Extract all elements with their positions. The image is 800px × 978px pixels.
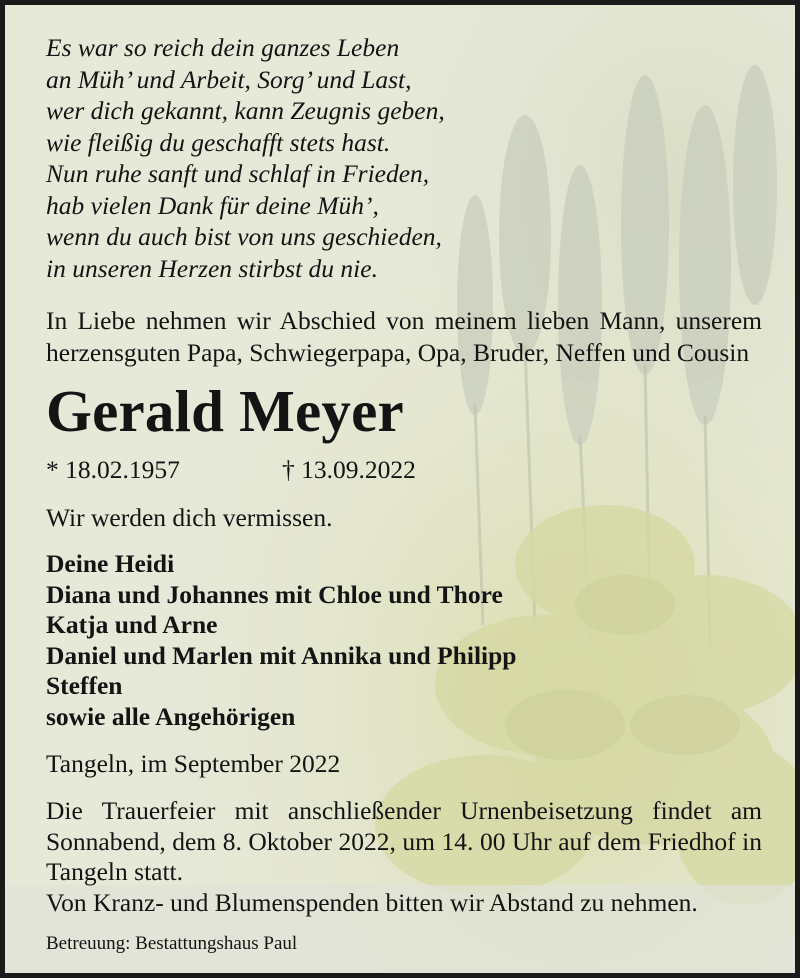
intro-text: In Liebe nehmen wir Abschied von meinem lieben Mann, unserem herzensguten Papa, Schwiegerpapa, Opa, Bruder, Neffen und Cousin [46, 306, 762, 367]
family-member: Deine Heidi [46, 549, 175, 578]
obituary-content [46, 32, 762, 956]
farewell-line: Wir werden dich vermissen. [46, 503, 333, 532]
death-date: † 13.09.2022 [282, 455, 416, 484]
poem-line: wer dich gekannt, kann Zeugnis geben, [46, 96, 445, 125]
poem-line: hab vielen Dank für deine Müh’, [46, 190, 379, 220]
poem-line: Es war so reich dein ganzes Leben [46, 33, 400, 62]
life-dates [46, 455, 762, 485]
family-member: sowie alle Angehörigen [46, 701, 296, 731]
family-list [46, 549, 762, 732]
funeral-notice: Die Trauerfeier mit anschließender Urnenbeisetzung findet am Sonnabend, dem 8. Oktober 2022, um 14. 00 Uhr auf dem Friedhof in Tangeln statt. [46, 796, 762, 886]
funeral-home-credit: Betreuung: Bestattungshaus Paul [46, 933, 298, 954]
birth-date: * 18.02.1957 [46, 455, 180, 484]
poem-line: in unseren Herzen stirbst du nie. [46, 253, 378, 283]
deceased-name: Gerald Meyer [46, 378, 404, 444]
family-member: Diana und Johannes mit Chloe und Thore [46, 579, 503, 609]
donation-wish: Von Kranz- und Blumenspenden bitten wir Abstand zu nehmen. [46, 887, 698, 917]
poem [46, 32, 762, 284]
poem-line: an Müh’ und Arbeit, Sorg’ und Last, [46, 64, 412, 94]
poem-line: wenn du auch bist von uns geschieden, [46, 222, 442, 251]
poem-line: Nun ruhe sanft und schlaf in Frieden, [46, 159, 430, 188]
family-member: Daniel und Marlen mit Annika und Philipp [46, 640, 517, 670]
family-member: Steffen [46, 671, 123, 700]
poem-line: wie fleißig du geschafft stets hast. [46, 127, 391, 157]
family-member: Katja und Arne [46, 610, 218, 639]
place-date: Tangeln, im September 2022 [46, 749, 341, 778]
